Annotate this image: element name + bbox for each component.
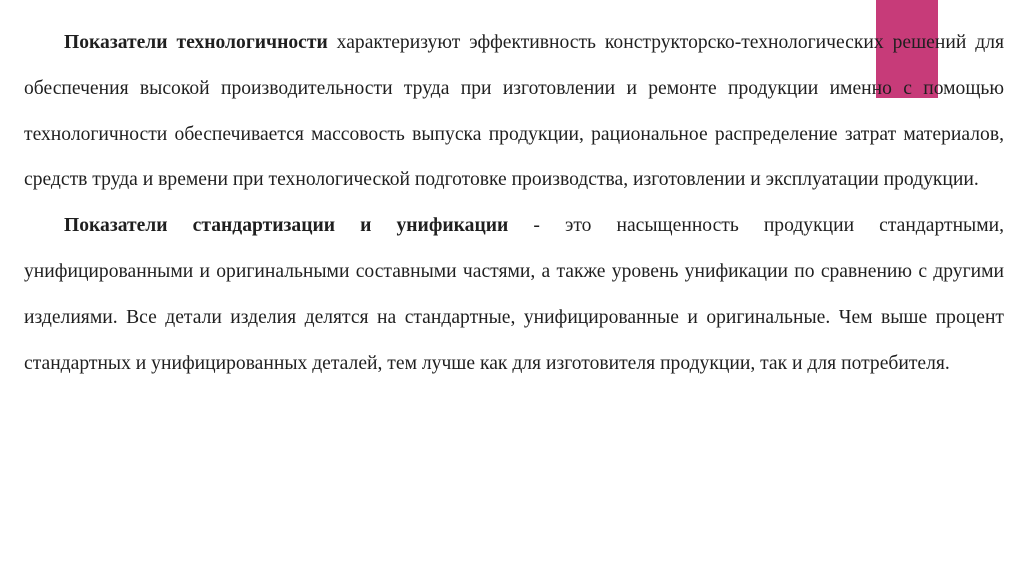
slide-content <box>24 20 1004 386</box>
paragraph-standardization-text: - это насыщенность продукции стандартными, унифицированными и оригинальными составными частями, а также уровень унификации по сравнению с другими изделиями. Все детали изделия делятся на стандартные, унифицированные и оригинальные. Чем выше процент стандартных и унифицированных деталей, тем лучше как для изготовителя продукции, так и для потребителя. <box>24 215 1005 374</box>
paragraph-manufacturability <box>24 20 1004 203</box>
paragraph-standardization <box>24 203 1004 386</box>
paragraph-manufacturability-text: характеризуют эффективность конструкторско-технологических решений для обеспечения высокой производительности труда при изготовлении и ремонте продукции именно с помощью технологичности обеспечивается массовость выпуска продукции, рациональное распределение затрат материалов, средств труда и времени при технологической подготовке производства, изготовлении и эксплуатации продукции. <box>24 32 1004 191</box>
term-manufacturability: Показатели технологичности <box>64 32 328 53</box>
term-standardization: Показатели стандартизации и унификации <box>64 215 509 237</box>
